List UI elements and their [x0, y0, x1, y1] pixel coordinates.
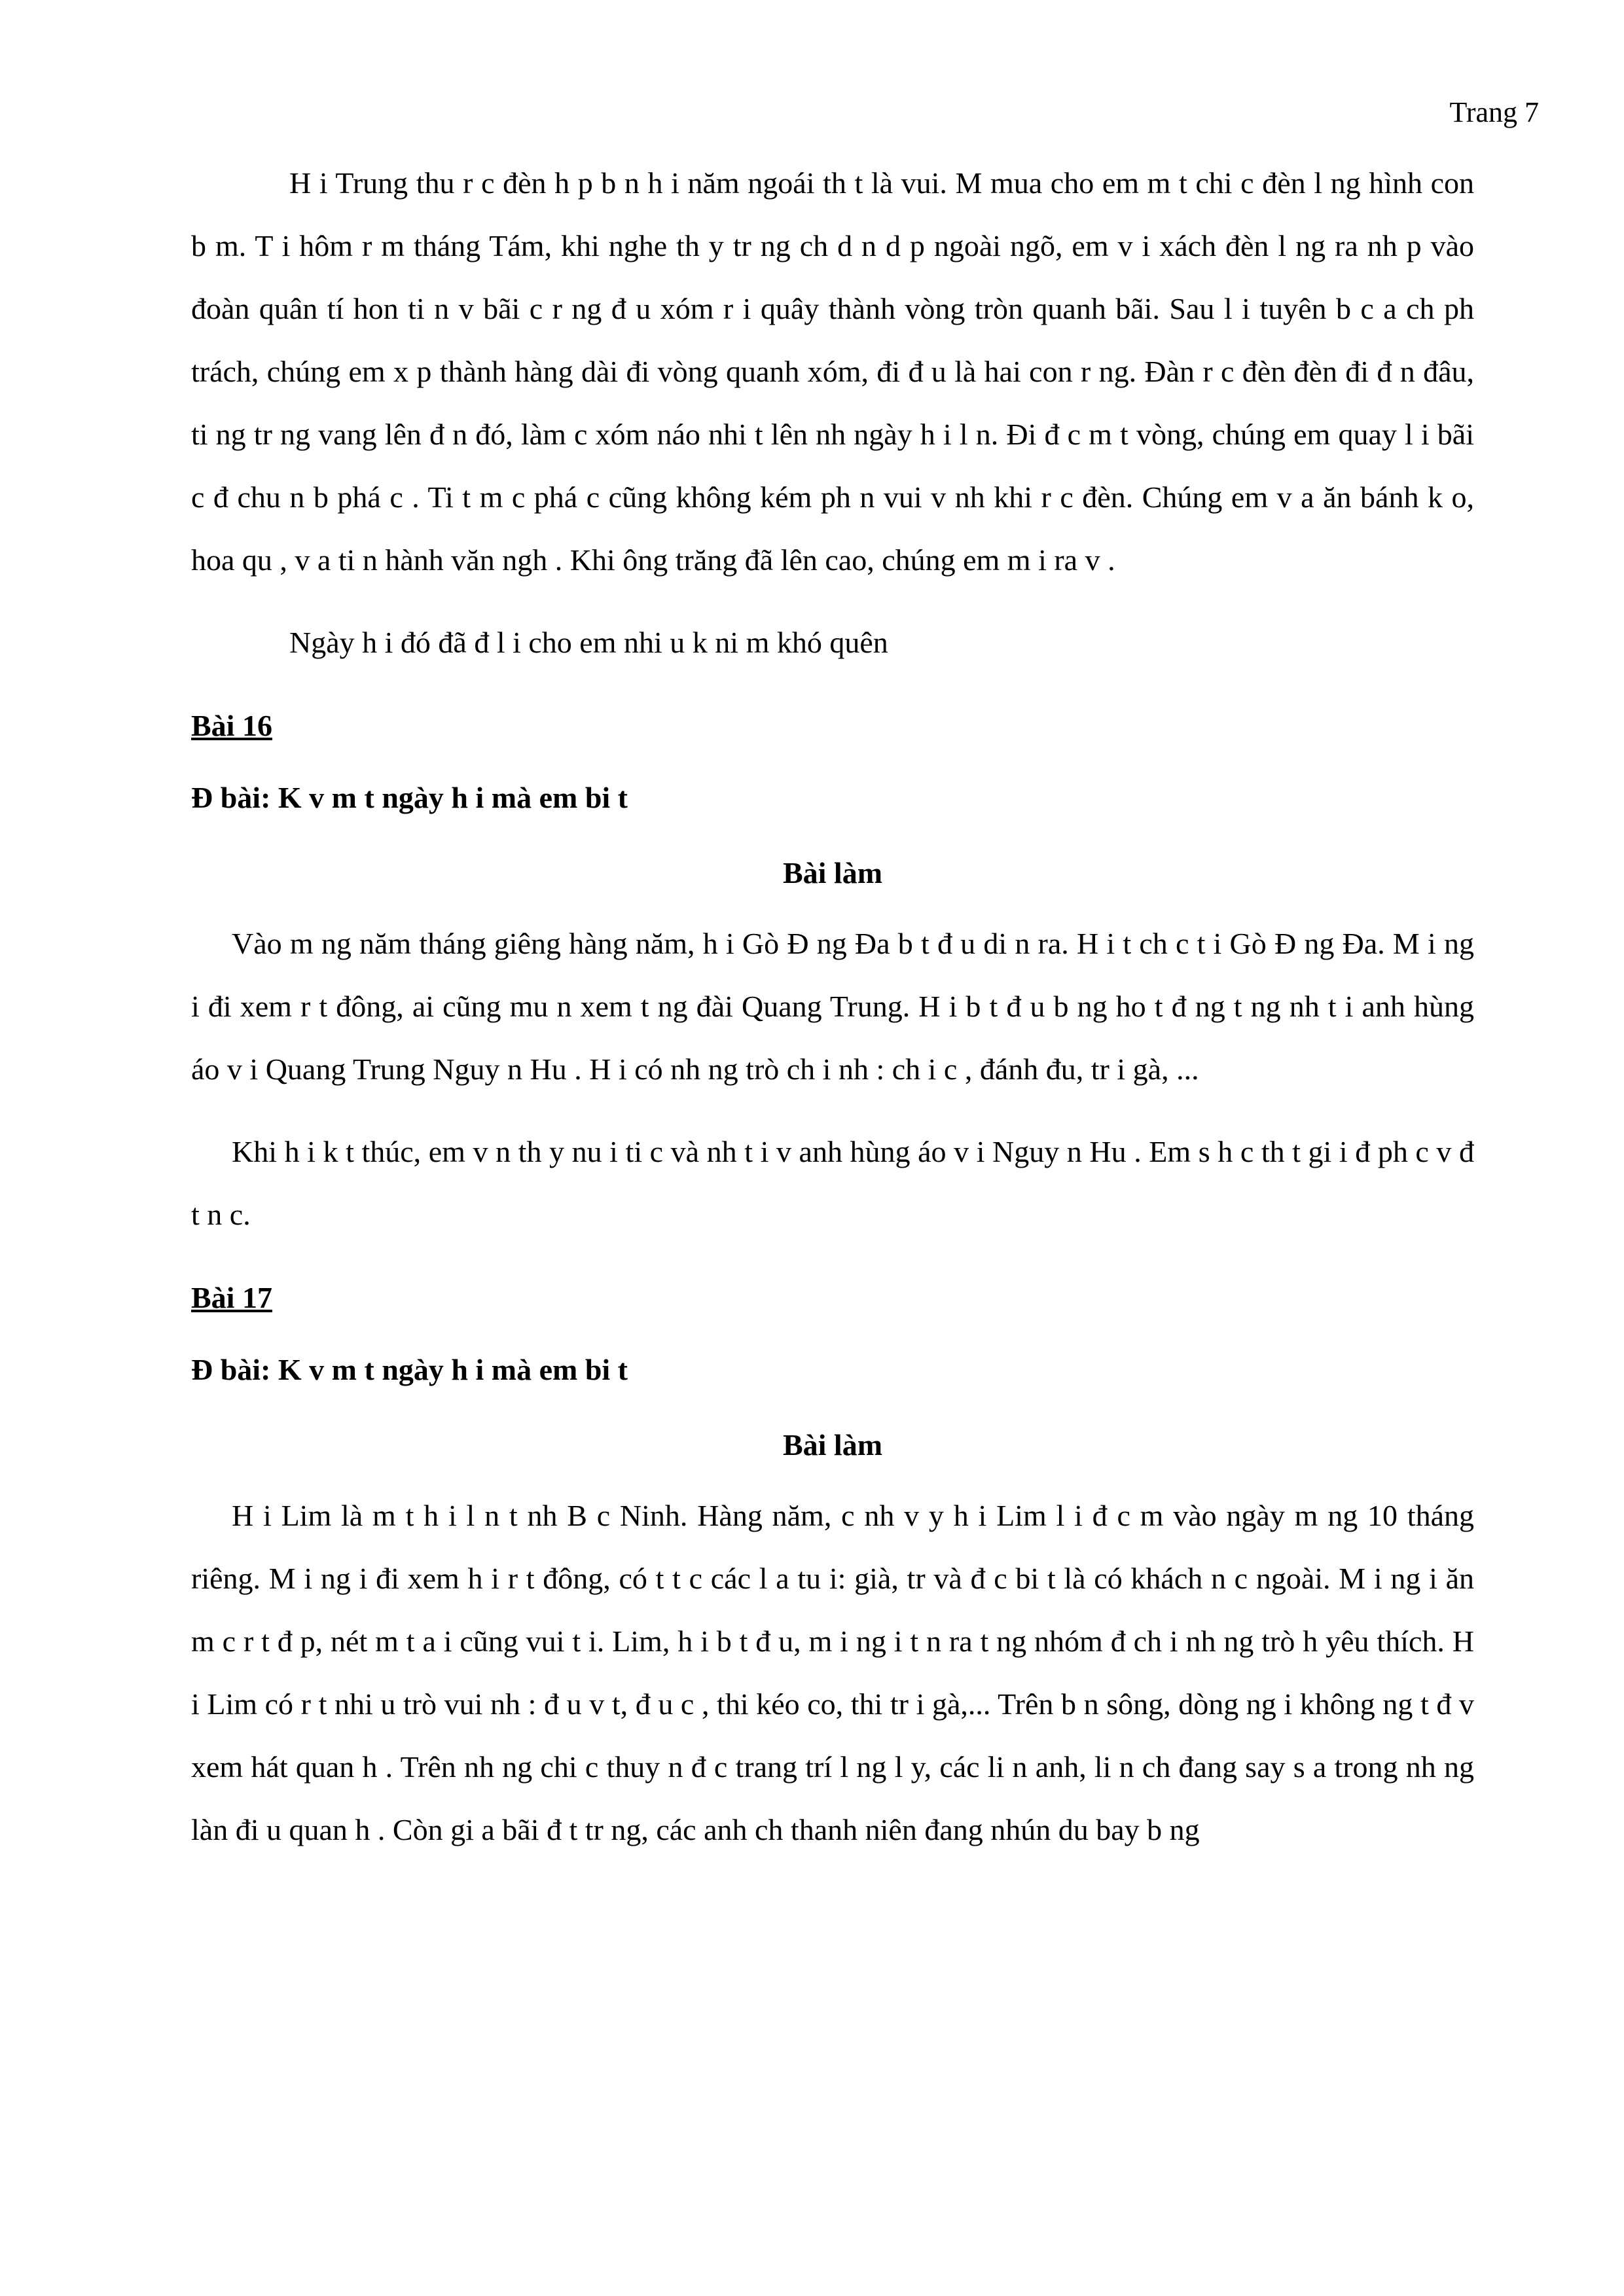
exercise-heading-17: Bài 17 [191, 1281, 272, 1314]
answer-paragraph: H i Lim là m t h i l n t nh B c Ninh. Hàng năm, c nh v y h i Lim l i đ c m vào ngày m ng 10 tháng riêng. M i ng i đi xem h i r t đông, có t t c các l a tu i: già, tr và đ c bi t là có khách n c ngoài. M i ng i ăn m c r t đ p, nét m t a i cũng vui t i. Lim, h i b t đ u, m i ng i t n ra t ng nhóm đ ch i nh ng trò h yêu thích. H i Lim có r t nhi u trò vui nh : đ u v t, đ u c , thi kéo co, thi tr i gà,... Trên b n sông, dòng ng i không ng t đ v xem hát quan h . Trên nh ng chi c thuy n đ c trang trí l ng l y, các li n anh, li n ch đang say s a trong nh ng làn đi u quan h . Còn gi a bãi đ t tr ng, các anh ch thanh niên đang nhún du bay b ng [191, 1499, 1474, 1846]
page-number: Trang 7 [1449, 96, 1539, 128]
story-paragraph: H i Trung thu r c đèn h p b n h i năm ngoái th t là vui. M mua cho em m t chi c đèn l ng hình con b m. T i hôm r m tháng Tám, khi nghe th y tr ng ch d n d p ngoài ngõ, em v i xách đèn l ng ra nh p vào đoàn quân tí hon ti n v bãi c r ng đ u xóm r i quây thành vòng tròn quanh bãi. Sau l i tuyên b c a ch ph trách, chúng em x p thành hàng dài đi vòng quanh xóm, đi đ u là hai con r ng. Đàn r c đèn đèn đi đ n đâu, ti ng tr ng vang lên đ n đó, làm c xóm náo nhi t lên nh ngày h i l n. Đi đ c m t vòng, chúng em quay l i bãi c đ chu n b phá c . Ti t m c phá c cũng không kém ph n vui v nh khi r c đèn. Chúng em v a ăn bánh k o, hoa qu , v a ti n hành văn ngh . Khi ông trăng đã lên cao, chúng em m i ra v . [191, 166, 1474, 577]
answer-paragraph: Vào m ng năm tháng giêng hàng năm, h i Gò Đ ng Đa b t đ u di n ra. H i t ch c t i Gò Đ ng Đa. M i ng i đi xem r t đông, ai cũng mu n xem t ng đài Quang Trung. H i b t đ u b ng ho t đ ng t ng nh t i anh hùng áo v i Quang Trung Nguy n Hu . H i có nh ng trò ch i nh : ch i c , đánh đu, tr i gà, ... [191, 927, 1474, 1086]
story-conclusion: Ngày h i đó đã đ l i cho em nhi u k ni m khó quên [289, 626, 888, 659]
answer-title-17: Bài làm [782, 1428, 883, 1462]
exercise-heading-16: Bài 16 [191, 709, 272, 742]
page-content [191, 152, 1474, 1861]
exercise-prompt-17: Đ bài: K v m t ngày h i mà em bi t [191, 1353, 628, 1386]
answer-title-16: Bài làm [782, 856, 883, 889]
exercise-prompt-16: Đ bài: K v m t ngày h i mà em bi t [191, 781, 628, 814]
answer-paragraph: Khi h i k t thúc, em v n th y nu i ti c và nh t i v anh hùng áo v i Nguy n Hu . Em s h c th t gi i đ ph c v đ t n c. [191, 1135, 1474, 1231]
